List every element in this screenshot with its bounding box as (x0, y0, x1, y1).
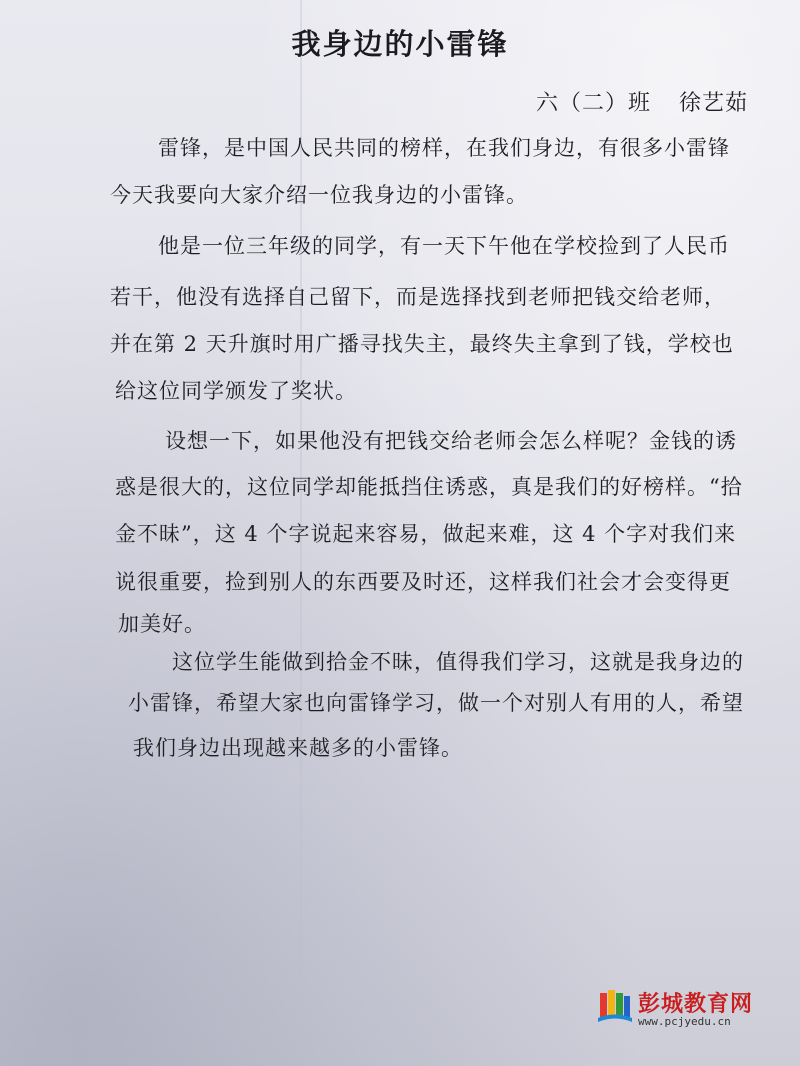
author-name: 徐艺茹 (679, 91, 749, 116)
body-line: 加美好。 (118, 612, 206, 636)
body-line: 雷锋，是中国人民共同的榜样，在我们身边，有很多小雷锋 (158, 136, 730, 160)
body-line: 设想一下，如果他没有把钱交给老师会怎么样呢？金钱的诱 (165, 429, 737, 453)
body-line: 今天我要向大家介绍一位我身边的小雷锋。 (110, 183, 528, 207)
watermark-url: www.pcjyedu.cn (638, 1015, 731, 1028)
class-name: 六（二）班 (536, 91, 652, 116)
watermark-site-name: 彭城教育网 (638, 992, 754, 1017)
book-stack-icon (596, 987, 634, 1025)
byline (536, 86, 748, 117)
body-line: 小雷锋，希望大家也向雷锋学习，做一个对别人有用的人，希望 (128, 691, 744, 715)
body-line: 他是一位三年级的同学，有一天下午他在学校捡到了人民币 (158, 234, 730, 258)
body-line: 我们身边出现越来越多的小雷锋。 (133, 736, 463, 760)
body-line: 并在第 2 天升旗时用广播寻找失主，最终失主拿到了钱，学校也 (110, 332, 734, 356)
body-line: 金不昧”，这 4 个字说起来容易，做起来难，这 4 个字对我们来 (115, 522, 737, 546)
document-title: 我身边的小雷锋 (291, 27, 509, 61)
body-line: 说很重要，捡到别人的东西要及时还，这样我们社会才会变得更 (115, 570, 731, 594)
body-line: 这位学生能做到拾金不昧，值得我们学习，这就是我身边的 (172, 650, 744, 674)
body-line: 给这位同学颁发了奖状。 (115, 379, 357, 403)
watermark-logo (596, 985, 776, 1035)
body-line: 若干，他没有选择自己留下，而是选择找到老师把钱交给老师， (110, 285, 726, 309)
body-line: 惑是很大的，这位同学却能抵挡住诱惑，真是我们的好榜样。“拾 (115, 475, 743, 499)
